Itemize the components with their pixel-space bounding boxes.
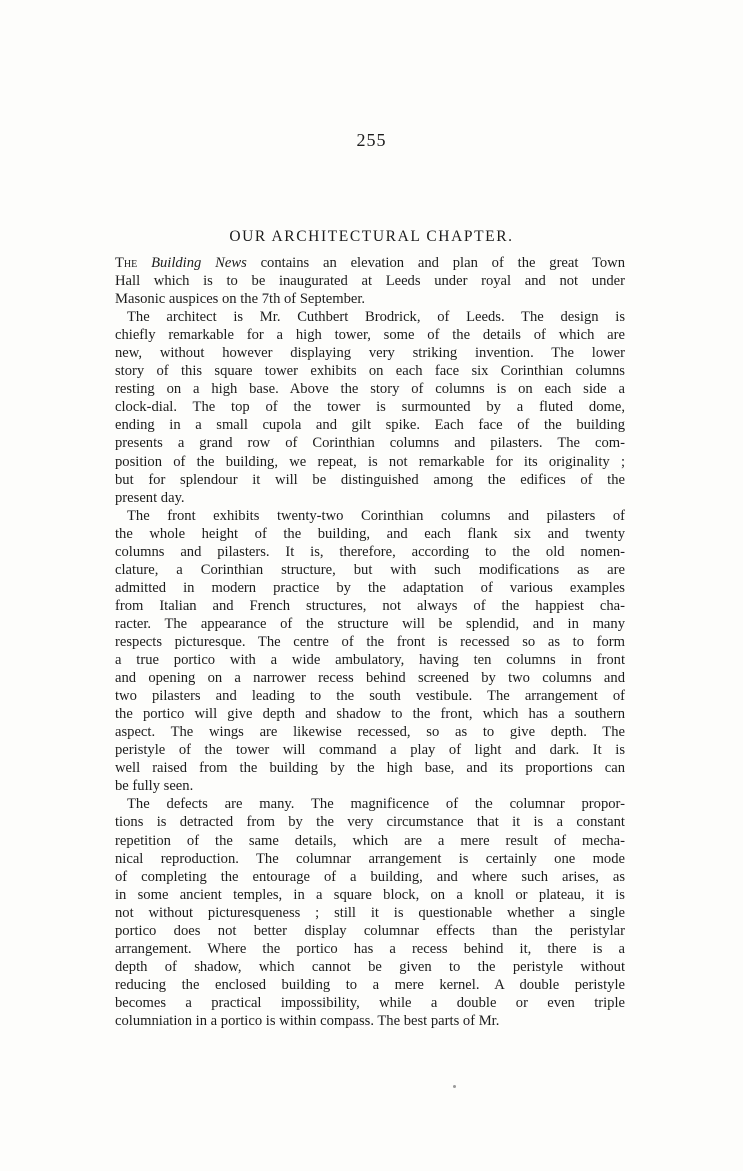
line-text: columniation in a portico is within compass. The best parts of Mr. (115, 1012, 500, 1029)
text-line (115, 741, 625, 759)
line-text: the whole height of the building, and each flank six and twenty (115, 525, 625, 542)
text-line (115, 994, 625, 1012)
line-text: the portico will give depth and shadow to the front, which has a southern (115, 706, 625, 723)
paragraph (115, 254, 625, 308)
line-text: The defects are many. The magnificence of the columnar propor- (127, 796, 625, 813)
text-line (115, 850, 625, 868)
line-text: resting on a high base. Above the story of columns is on each side a (115, 381, 625, 398)
text-line (115, 1012, 625, 1030)
text-line (115, 795, 625, 813)
text-line (115, 344, 625, 362)
line-text: from Italian and French structures, not always of the happiest cha- (115, 597, 625, 614)
text-line (115, 471, 625, 489)
text-line (115, 669, 625, 687)
line-text: new, without however displaying very striking invention. The lower (115, 345, 625, 362)
text-line (115, 615, 625, 633)
text-line (115, 976, 625, 994)
line-text: position of the building, we repeat, is not remarkable for its originality ; (115, 453, 625, 470)
line-text: presents a grand row of Corinthian columns and pilasters. The com- (115, 435, 625, 452)
line-text: ending in a small cupola and gilt spike. Each face of the building (115, 417, 625, 434)
text-line (115, 489, 625, 507)
line-text: becomes a practical impossibility, while a double or even triple (115, 994, 625, 1011)
article-body (115, 254, 625, 1030)
line-text: racter. The appearance of the structure will be splendid, and in many (115, 615, 625, 632)
text-line (115, 922, 625, 940)
line-text: of completing the entourage of a building, and where such arises, as (115, 868, 625, 885)
paragraph (115, 795, 625, 1030)
text-line (115, 380, 625, 398)
text-line (115, 904, 625, 922)
line-text: columns and pilasters. It is, therefore, according to the old nomen- (115, 543, 625, 560)
text-line (115, 958, 625, 976)
chapter-title: OUR ARCHITECTURAL CHAPTER. (229, 228, 514, 245)
line-text: depth of shadow, which cannot be given to the peristyle without (115, 958, 625, 975)
line-text: but for splendour it will be distinguished among the edifices of the (115, 471, 625, 488)
text-line (115, 579, 625, 597)
text-line (115, 868, 625, 886)
line-text: clock-dial. The top of the tower is surmounted by a fluted dome, (115, 399, 625, 416)
text-line (115, 326, 625, 344)
paper-speck (453, 1085, 456, 1088)
publication-title: Building News (151, 255, 247, 271)
line-text: Hall which is to be inaugurated at Leeds under royal and not under (115, 273, 625, 290)
text-line (115, 507, 625, 525)
line-text: reducing the enclosed building to a mere kernel. A double peristyle (115, 976, 625, 993)
line-text: story of this square tower exhibits on each face six Corinthian columns (115, 363, 625, 380)
line-text: aspect. The wings are likewise recessed, so as to give depth. The (115, 724, 625, 741)
text-line (115, 272, 625, 290)
line-text: and opening on a narrower recess behind screened by two columns and (115, 670, 625, 687)
line-text: not without picturesqueness ; still it is questionable whether a single (115, 904, 625, 921)
text-line (115, 362, 625, 380)
text-line (115, 832, 625, 850)
text-line (115, 940, 625, 958)
page-number: 255 (356, 130, 387, 150)
line-text: nical reproduction. The columnar arrangement is certainly one mode (115, 850, 625, 867)
line-text: repetition of the same details, which are a mere result of mecha- (115, 832, 625, 849)
text-line (115, 416, 625, 434)
text-line (115, 705, 625, 723)
line-text: in some ancient temples, in a square block, on a knoll or plateau, it is (115, 886, 625, 903)
line-text: portico does not better display columnar effects than the peristylar (115, 922, 625, 939)
line-text: The architect is Mr. Cuthbert Brodrick, of Leeds. The design is (127, 309, 625, 326)
text-line (115, 886, 625, 904)
line-text: admitted in modern practice by the adaptation of various examples (115, 579, 625, 596)
text-line (115, 434, 625, 452)
text-line (115, 308, 625, 326)
text-line (115, 543, 625, 561)
line-text: tions is detracted from by the very circumstance that it is a constant (115, 814, 625, 831)
lead-word: The (115, 255, 138, 271)
line-text: a true portico with a wide ambulatory, having ten columns in front (115, 652, 625, 669)
text-line (115, 651, 625, 669)
line-text: peristyle of the tower will command a play of light and dark. It is (115, 742, 625, 759)
line-text: clature, a Corinthian structure, but with such modifications as are (115, 561, 625, 578)
text-line (115, 525, 625, 543)
text-line (115, 687, 625, 705)
line-text: well raised from the building by the high base, and its proportions can (115, 760, 625, 777)
text-line (115, 398, 625, 416)
paragraph (115, 507, 625, 796)
text-line (115, 777, 625, 795)
line-text: arrangement. Where the portico has a recess behind it, there is a (115, 940, 625, 957)
text-line (115, 597, 625, 615)
text-line (115, 759, 625, 777)
line-text: Masonic auspices on the 7th of September. (115, 291, 366, 308)
line-text: respects picturesque. The centre of the front is recessed so as to form (115, 633, 625, 650)
text-line (115, 561, 625, 579)
text-line (115, 813, 625, 831)
text-line (115, 290, 625, 308)
line-text: be fully seen. (115, 778, 194, 795)
text-line (115, 633, 625, 651)
line-text: The front exhibits twenty-two Corinthian columns and pilasters of (127, 507, 625, 524)
text-line (115, 453, 625, 471)
line-text: chiefly remarkable for a high tower, some of the details of which are (115, 327, 625, 344)
line-text: contains an elevation and plan of the great Town (246, 255, 626, 271)
text-line (115, 254, 625, 272)
text-line (115, 723, 625, 741)
line-text: present day. (115, 489, 185, 506)
paragraph (115, 308, 625, 507)
line-text: two pilasters and leading to the south vestibule. The arrangement of (115, 688, 625, 705)
